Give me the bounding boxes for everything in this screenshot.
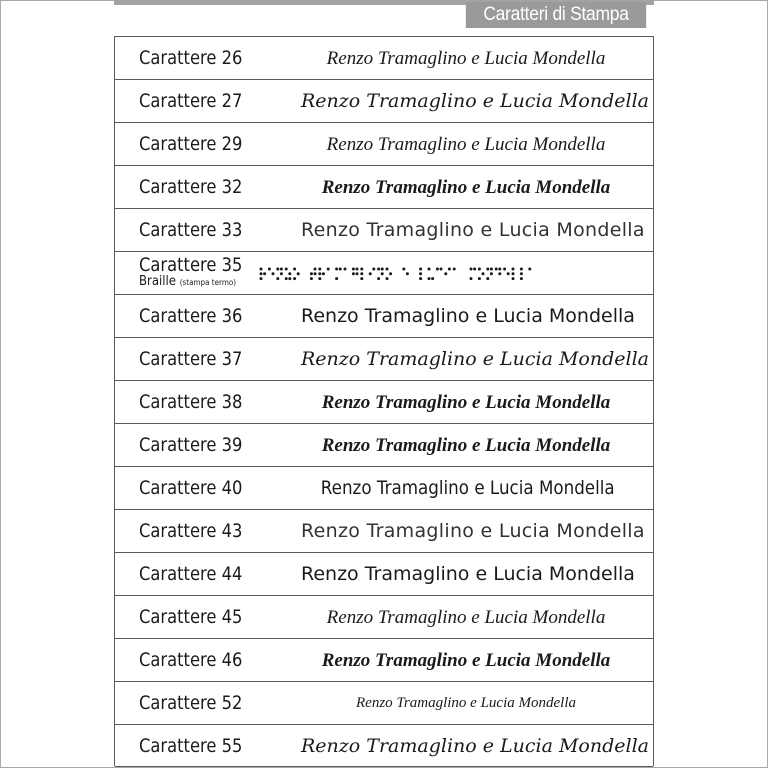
font-row-39: [115, 423, 653, 466]
font-label: Carattere 38: [139, 391, 243, 413]
braille-dot: [263, 272, 266, 275]
braille-dot: [512, 268, 515, 271]
braille-dot: [293, 268, 296, 271]
braille-dot: [260, 277, 263, 280]
braille-dot: [419, 272, 422, 275]
braille-dot: [369, 272, 372, 275]
font-label: Carattere 40: [139, 477, 243, 499]
braille-dot: [314, 272, 317, 275]
braille-dot: [310, 277, 313, 280]
font-label-main: Carattere 35: [139, 254, 243, 276]
font-sample: Renzo Tramaglino e Lucia Mondella: [326, 607, 606, 628]
braille-note: (stampa termo): [179, 278, 237, 287]
braille-dot: [498, 268, 501, 271]
braille-dot: [498, 272, 501, 275]
braille-dot: [335, 268, 338, 271]
braille-dot: [428, 268, 431, 271]
braille-dot: [285, 268, 288, 271]
font-label: Carattere 36: [139, 305, 243, 327]
font-label: Carattere 27: [139, 90, 243, 112]
braille-dot: [444, 272, 447, 275]
font-sample: Renzo Tramaglino e Lucia Mondella: [320, 477, 615, 499]
braille-dot: [268, 268, 271, 271]
page-title: Caratteri di Stampa: [466, 2, 646, 28]
braille-dot: [280, 272, 283, 275]
font-sample: Renzo Tramaglino e Lucia Mondella: [301, 520, 645, 542]
braille-dot: [431, 277, 434, 280]
braille-dot: [314, 268, 317, 271]
braille-dot: [470, 277, 473, 280]
braille-dot: [490, 272, 493, 275]
braille-dot: [507, 272, 510, 275]
braille-dot: [386, 277, 389, 280]
font-sample: Renzo Tramaglino e Lucia Mondella: [301, 735, 649, 757]
font-sample: Renzo Tramaglino e Lucia Mondella: [301, 563, 635, 585]
font-label: Carattere 46: [139, 649, 243, 671]
font-sample: Renzo Tramaglino e Lucia Mondella: [301, 348, 649, 370]
font-label: Carattere 43: [139, 520, 243, 542]
braille-dot: [360, 277, 363, 280]
braille-dot: [512, 277, 515, 280]
font-label: Carattere 45: [139, 606, 243, 628]
font-row-52: [115, 681, 653, 724]
braille-dot: [503, 268, 506, 271]
font-row-27: [115, 79, 653, 122]
braille-dot: [356, 268, 359, 271]
font-row-38: [115, 380, 653, 423]
font-sample-list: [114, 36, 654, 766]
font-label: Carattere 44: [139, 563, 243, 585]
braille-dot: [318, 277, 321, 280]
font-label: Carattere 52: [139, 692, 243, 714]
braille-dot: [428, 277, 431, 280]
braille-dot: [470, 268, 473, 271]
font-row-37: [115, 337, 653, 380]
braille-dot: [440, 268, 443, 271]
braille-dot: [486, 268, 489, 271]
font-label: Carattere 55: [139, 735, 243, 757]
font-row-33: [115, 208, 653, 251]
font-row-45: [115, 595, 653, 638]
braille-dot: [352, 268, 355, 271]
braille-dot: [339, 268, 342, 271]
braille-dot: [260, 272, 263, 275]
font-sample: Renzo Tramaglino e Lucia Mondella: [321, 177, 611, 198]
font-row-36: [115, 294, 653, 337]
font-row-29: [115, 122, 653, 165]
font-row-44: [115, 552, 653, 595]
braille-dot: [293, 277, 296, 280]
braille-dot: [356, 272, 359, 275]
braille-dot: [297, 272, 300, 275]
font-row-55: [115, 724, 653, 767]
braille-dot: [402, 268, 405, 271]
font-row-46: [115, 638, 653, 681]
braille-dot: [360, 268, 363, 271]
braille-dot: [520, 277, 523, 280]
font-label: Carattere 37: [139, 348, 243, 370]
font-row-26: [115, 36, 653, 79]
braille-dot: [436, 268, 439, 271]
braille-dot: [512, 272, 515, 275]
font-sample: Renzo Tramaglino e Lucia Mondella: [326, 48, 606, 69]
braille-dot: [335, 277, 338, 280]
braille-dot: [288, 277, 291, 280]
font-sample: Renzo Tramaglino e Lucia Mondella: [321, 392, 611, 413]
braille-dot: [327, 268, 330, 271]
braille-dot: [318, 272, 321, 275]
braille-dot: [318, 268, 321, 271]
braille-dot: [495, 268, 498, 271]
font-sample: Renzo Tramaglino e Lucia Mondella: [301, 90, 649, 112]
braille-dot: [260, 268, 263, 271]
font-row-40: [115, 466, 653, 509]
braille-dot: [322, 272, 325, 275]
font-label: Carattere 39: [139, 434, 243, 456]
font-sample: Renzo Tramaglino e Lucia Mondella: [356, 695, 576, 711]
font-sample: Renzo Tramaglino e Lucia Mondella: [301, 305, 635, 327]
font-label: Carattere 29: [139, 133, 243, 155]
font-label-sub: [139, 275, 247, 290]
braille-dot: [453, 268, 456, 271]
braille-dot: [486, 277, 489, 280]
braille-dot: [490, 268, 493, 271]
braille-dot: [386, 268, 389, 271]
braille-dot: [381, 268, 384, 271]
braille-dot: [276, 268, 279, 271]
braille-dot: [406, 272, 409, 275]
font-sample: Renzo Tramaglino e Lucia Mondella: [321, 650, 611, 671]
braille-dot: [377, 268, 380, 271]
braille-dot: [381, 272, 384, 275]
font-sample: Renzo Tramaglino e Lucia Mondella: [301, 219, 645, 241]
braille-dot: [372, 268, 375, 271]
braille-dot: [288, 272, 291, 275]
braille-dot: [528, 268, 531, 271]
braille-dot: [482, 272, 485, 275]
braille-dot: [419, 268, 422, 271]
font-label: Carattere 26: [139, 47, 243, 69]
font-row-43: [115, 509, 653, 552]
font-sample: Renzo Tramaglino e Lucia Mondella: [326, 134, 606, 155]
braille-dot: [352, 272, 355, 275]
font-sample: Renzo Tramaglino e Lucia Mondella: [321, 435, 611, 456]
font-row-32: [115, 165, 653, 208]
braille-dot: [280, 268, 283, 271]
braille-dot: [478, 268, 481, 271]
braille-dot: [478, 277, 481, 280]
braille-dot: [360, 272, 363, 275]
braille-dot: [419, 277, 422, 280]
braille-sample: [259, 267, 649, 281]
font-label: [139, 255, 259, 290]
braille-dot: [473, 268, 476, 271]
braille-dot: [344, 268, 347, 271]
font-row-35-braille: [115, 251, 653, 294]
braille-dot: [520, 272, 523, 275]
braille-dot: [448, 268, 451, 271]
braille-dot: [377, 277, 380, 280]
braille-dot: [310, 272, 313, 275]
braille-label: Braille: [139, 274, 176, 289]
braille-dot: [285, 277, 288, 280]
braille-dot: [520, 268, 523, 271]
braille-dot: [272, 272, 275, 275]
font-label: Carattere 33: [139, 219, 243, 241]
braille-dot: [389, 272, 392, 275]
braille-dot: [276, 277, 279, 280]
font-label: Carattere 32: [139, 176, 243, 198]
